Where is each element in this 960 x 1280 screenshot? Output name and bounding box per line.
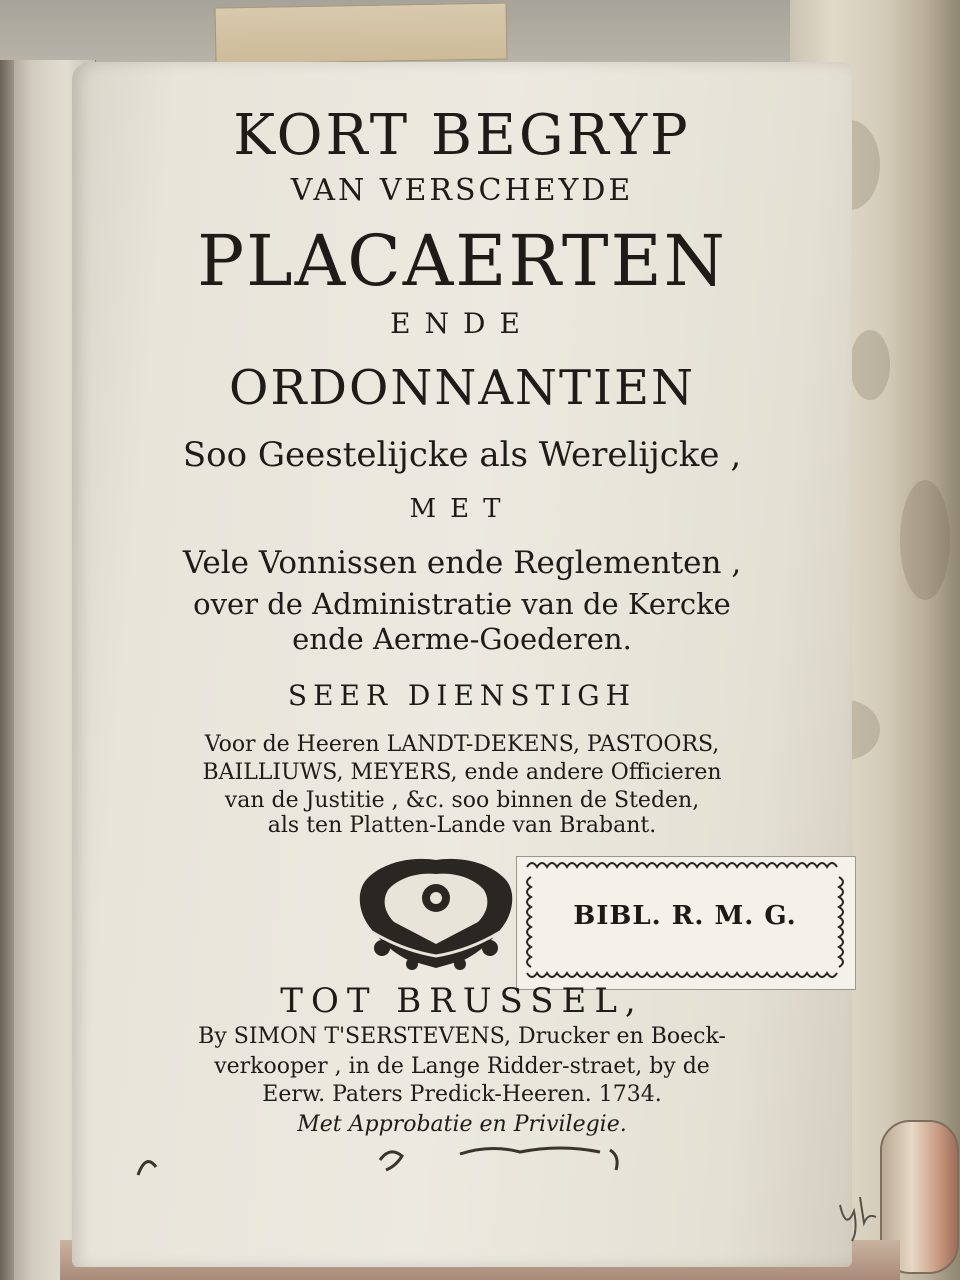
handwritten-marks: [130, 1130, 690, 1190]
title-line-2: VAN VERSCHEYDE: [290, 173, 634, 208]
audience-line-4: als ten Platten-Lande van Brabant.: [267, 813, 657, 838]
subtitle-line-4: over de Administratie van de Kercke: [193, 587, 731, 621]
spine-stain: [900, 480, 950, 600]
title-line-3: PLACAERTEN: [197, 220, 727, 302]
audience-line-3: van de Justitie , &c. soo binnen de Steden,: [224, 788, 700, 813]
audience-line-2: BAILLIUWS, MEYERS, ende andere Officieren: [202, 760, 722, 785]
spine-stain: [850, 330, 890, 400]
paper-tab: [215, 2, 508, 64]
printers-ornament: [352, 852, 520, 972]
title-line-1: KORT BEGRYP: [233, 103, 691, 168]
subtitle-line-1: Soo Geestelijcke als Werelijcke ,: [182, 435, 742, 475]
audience-line-1: Voor de Heeren LANDT-DEKENS, PASTOORS,: [204, 732, 720, 757]
left-page-edge: [0, 60, 14, 1280]
imprint-line-2: verkooper , in de Lange Ridder-straet, by de: [214, 1054, 710, 1079]
title-line-4: ENDE: [390, 307, 534, 340]
subtitle-line-2: MET: [409, 494, 515, 524]
imprint-line-3: Eerw. Paters Predick-Heeren. 1734.: [262, 1082, 662, 1107]
imprint-city: TOT BRUSSEL,: [280, 981, 644, 1021]
subtitle-line-6: SEER DIENSTIGH: [287, 679, 637, 712]
pencil-mark: [830, 1185, 890, 1245]
title-line-5: ORDONNANTIEN: [228, 360, 695, 416]
imprint-line-1: By SIMON T'SERSTEVENS, Drucker en Boeck-: [198, 1024, 726, 1049]
stamp-text: BIBL. R. M. G.: [573, 901, 797, 931]
subtitle-line-3: Vele Vonnissen ende Reglementen ,: [182, 545, 742, 581]
subtitle-line-5: ende Aerme-Goederen.: [292, 622, 632, 656]
approbation-line: Met Approbatie en Privilegie.: [297, 1112, 627, 1137]
